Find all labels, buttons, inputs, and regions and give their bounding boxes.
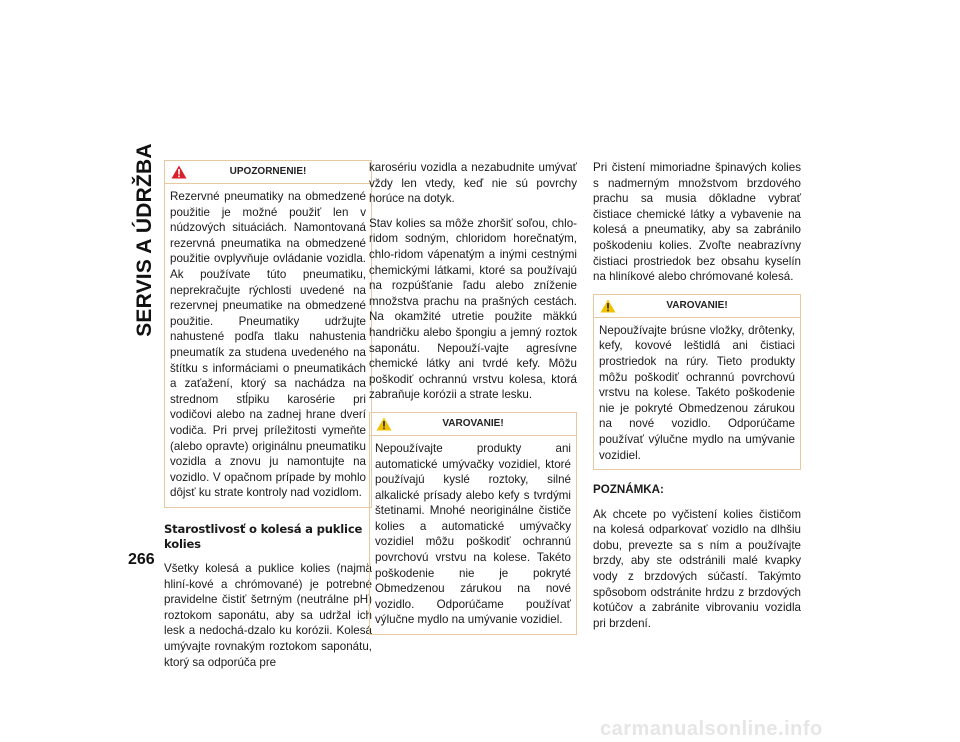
caution-box-title: UPOZORNENIE! xyxy=(229,166,307,177)
warning-box-header xyxy=(594,295,800,318)
warning-box xyxy=(369,412,577,635)
column-1 xyxy=(164,160,372,679)
note-title: POZNÁMKA: xyxy=(593,483,664,497)
column-3 xyxy=(593,160,801,640)
page-number: 266 xyxy=(128,551,155,568)
paragraph: Pri čistení mimoriadne špinavých kolies s nadmerným množstvom brzdového prachu sa musia dôkladne vybrať čistiace chemické látky a vybavenie na kolesá a pneumatiky, aby sa zabránilo poškodeniu kolies. Zvoľte neabrazívny čistiaci prostriedok bez obsahu kyselín na hliníkové alebo chrómované kolesá. xyxy=(593,161,801,284)
paragraph: Všetky kolesá a puklice kolies (najmä hliní-kové a chrómované) je potrebné pravidelne čistiť šetrným (neutrálne pH) roztokom saponátu, aby sa udržal ich lesk a nedochá-dzalo ku korózii. Kolesá umývajte rovnakým roztokom saponátu, ktorý sa odporúča pre xyxy=(164,562,372,669)
caution-box-text: Rezervné pneumatiky na obmedzené použitie je možné použiť len v núdzových situáciách. Namontovaná rezervná pneumatika na obmedzené použitie ovplyvňuje ovládanie vozidla. Ak používate túto pneumatiku, neprekračujte rýchlosti uvedené na rezervnej pneumatike na obmedzené použitie. Pneumatiky udržujte nahustené podľa tlaku nahustenia pneumatík za studena uvedeného na štítku s informáciami o pneumatikách a zaťažení, ktorý sa nachádza na strednom stĺpiku karosérie pri vodičovi alebo na zadnej hrane dverí vodiča. Pri prvej príležitosti vymeňte (alebo opravte) originálnu pneumatiku vozidla a znovu ju namontujte na vozidlo. V opačnom prípade by mohlo dôjsť ku strate kontroly nad vozidlom. xyxy=(170,190,366,500)
warning-box-text: Nepoužívajte brúsne vložky, drôtenky, kefy, kovové leštidlá ani čistiaci prostriedok na rúry. Tieto produkty môžu poškodiť ochrannú povrchovú vrstvu na kolese. Takéto poškodenie nie je pokryté Obmedzenou zárukou na nové vozidlo. Odporúčame používať výlučne mydlo na umývanie vozidiel. xyxy=(599,323,795,462)
warning-triangle-icon xyxy=(171,165,187,179)
warning-box-body xyxy=(370,436,576,634)
section-heading: Starostlivosť o kolesá a puklice kolies xyxy=(164,521,363,552)
warning-box-title: VAROVANIE! xyxy=(666,299,728,311)
footer-watermark: carmanualsonline.info xyxy=(600,718,823,740)
warning-box-header xyxy=(370,413,576,436)
section-tab xyxy=(126,143,164,337)
caution-box-header xyxy=(165,161,371,184)
warning-triangle-icon xyxy=(376,417,392,431)
caution-box xyxy=(164,160,372,508)
warning-box-body xyxy=(594,318,800,469)
column-2 xyxy=(369,160,577,647)
paragraph: karosériu vozidla a nezabudnite umývať vždy len vtedy, keď nie sú povrchy horúce na dotyk. xyxy=(369,161,577,206)
section-title: SERVIS A ÚDRŽBA xyxy=(133,143,156,337)
note-text: Ak chcete po vyčistení kolies čističom na kolesá odparkovať vozidlo na dlhšiu dobu, prevezte sa s ním a používajte brzdy, aby ste odstránili malé kvapky vody z brzdových súčastí. Takýmto spôsobom odstránite hrdzu z brzdových kotúčov a zabránite vibrovaniu vozidla pri brzdení. xyxy=(593,507,801,630)
warning-box xyxy=(593,294,801,470)
paragraph: Stav kolies sa môže zhoršiť soľou, chlo-ridom sodným, chloridom horečnatým, chlo-ridom vápenatým a inými cestnými chemickými látkami, ktoré sa používajú na rozpúšťanie ľadu alebo zníženie množstva prachu na prašných cestách. Na okamžité utretie použite mäkkú handričku alebo špongiu a jemný roztok saponátu. Nepouží-vajte agresívne chemické látky ani tvrdé kefy. Môžu poškodiť ochrannú vrstvu kolesa, ktorá zabraňuje korózii a strate lesku. xyxy=(369,216,577,402)
warning-box-text: Nepoužívajte produkty ani automatické umývačky vozidiel, ktoré používajú kyslé roztoky, silné alkalické prísady alebo kefy s tvrdými štetinami. Mnohé neoriginálne čističe kolies a automatické umývačky vozidiel môžu poškodiť ochrannú povrchovú vrstvu na kolese. Takéto poškodenie nie je pokryté Obmedzenou zárukou na nové vozidlo. Odporúčame používať výlučne mydlo na umývanie vozidiel. xyxy=(375,441,571,627)
warning-triangle-icon xyxy=(600,299,616,313)
warning-box-title: VAROVANIE! xyxy=(442,417,504,429)
caution-box-body xyxy=(165,184,371,507)
